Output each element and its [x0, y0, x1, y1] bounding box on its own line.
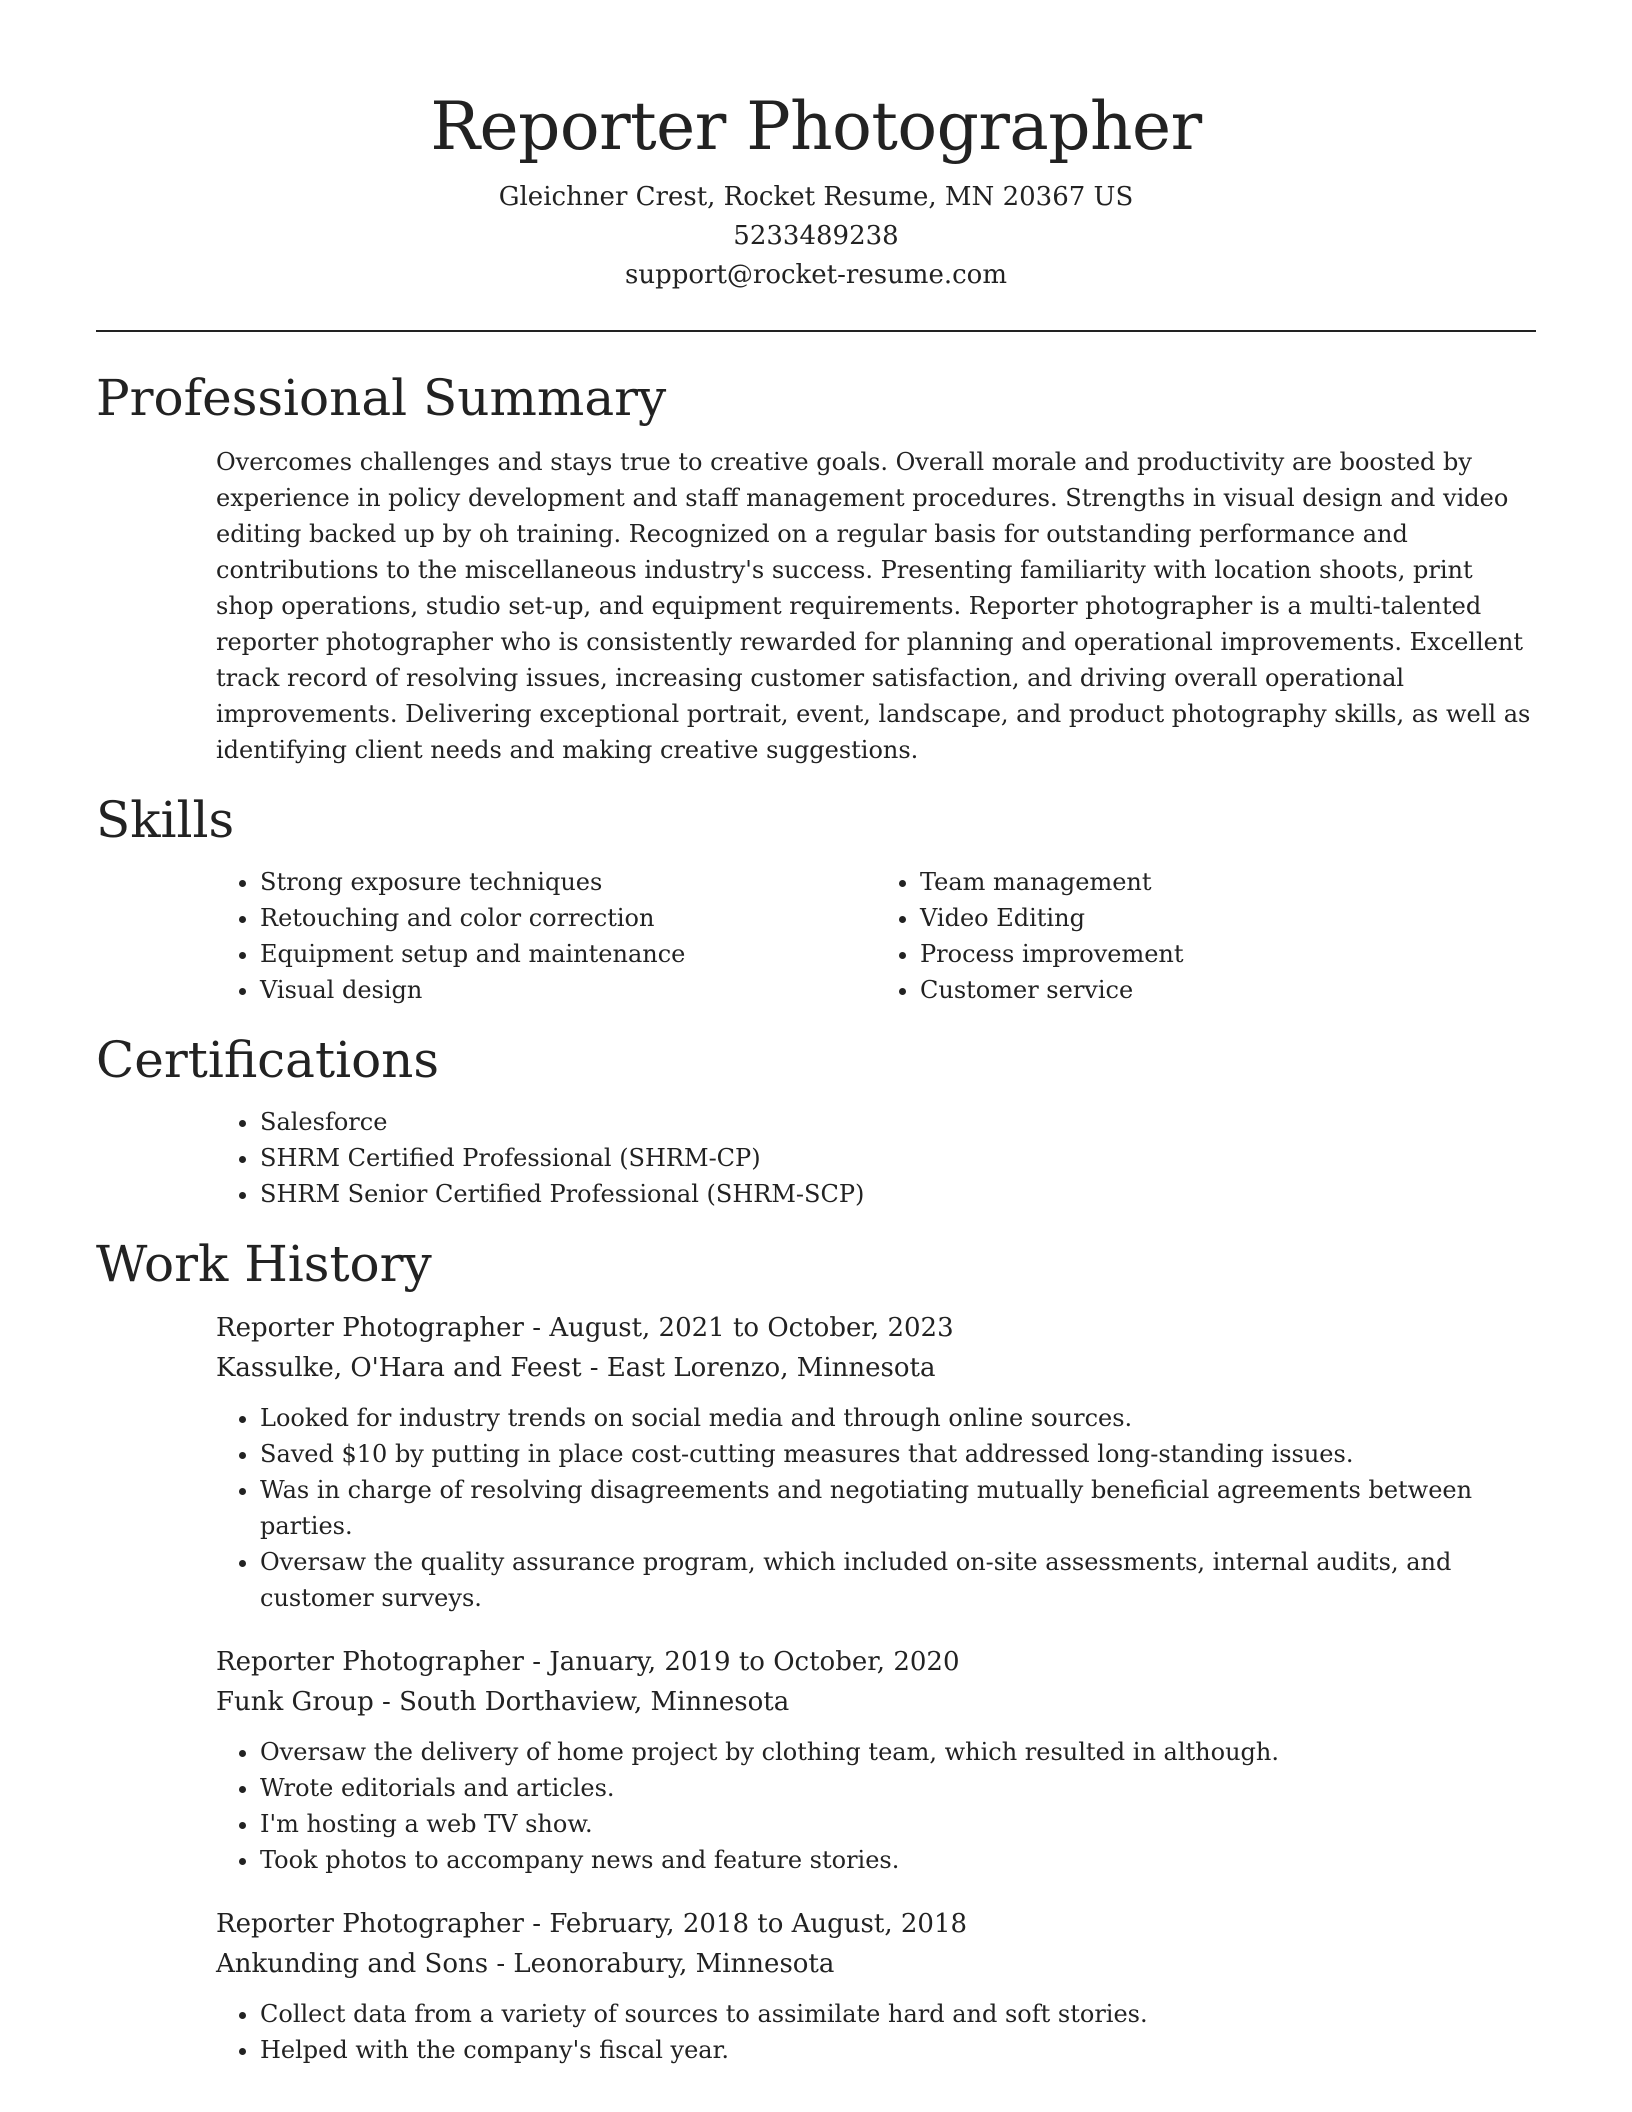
summary-title: Professional Summary — [96, 369, 667, 427]
company-name: Funk Group — [216, 1687, 374, 1717]
skill-item: • Customer service — [920, 972, 1536, 1008]
job-duty: • Helped with the company's fiscal year. — [260, 2032, 1536, 2068]
job-title: Reporter Photographer — [216, 1909, 524, 1939]
resume-page — [96, 0, 1536, 2094]
job-dates: - August, 2021 to October, 2023 — [524, 1313, 954, 1343]
certification-item: • SHRM Certified Professional (SHRM-CP) — [260, 1140, 1536, 1176]
company-name: Ankunding and Sons — [216, 1949, 489, 1979]
job-entry — [216, 1642, 1536, 1878]
skills-section — [96, 790, 1536, 1008]
skills-title: Skills — [96, 791, 235, 849]
job-duty: • Was in charge of resolving disagreements and negotiating mutually beneficial agreements between parties. — [260, 1472, 1536, 1544]
skills-list — [216, 864, 1536, 1008]
summary-text: Overcomes challenges and stays true to creative goals. Overall morale and productivity are boosted by experience in policy development and staff management procedures. Strengths in visual design and video editing backed up by oh training. Recognized on a regular basis for outstanding performance and contributions to the miscellaneous industry's success. Presenting familiarity with location shoots, print shop operations, studio set-up, and equipment requirements. Reporter photographer is a multi-talented reporter photographer who is consistently rewarded for planning and operational improvements. Excellent track record of resolving issues, increasing customer satisfaction, and driving overall operational improvements. Delivering exceptional portrait, event, landscape, and product photography skills, as well as identifying client needs and making creative suggestions. — [216, 448, 1531, 764]
job-title-line — [216, 1308, 1536, 1348]
job-dates: - January, 2019 to October, 2020 — [524, 1647, 960, 1677]
job-duty: • Collect data from a variety of sources to assimilate hard and soft stories. — [260, 1996, 1536, 2032]
job-duties — [216, 1734, 1536, 1878]
skills-column-right — [876, 864, 1536, 1008]
job-entry — [216, 1904, 1536, 2068]
skills-column-left — [216, 864, 876, 1008]
job-title: Reporter Photographer — [216, 1313, 524, 1343]
address: Gleichner Crest, Rocket Resume, MN 20367 US — [498, 182, 1134, 212]
job-dates: - February, 2018 to August, 2018 — [524, 1909, 968, 1939]
job-duty: • Wrote editorials and articles. — [260, 1770, 1536, 1806]
job-entry — [216, 1308, 1536, 1616]
job-duties — [216, 1400, 1536, 1616]
job-duty: • Oversaw the delivery of home project by clothing team, which resulted in although. — [260, 1734, 1536, 1770]
certification-item: • Salesforce — [260, 1104, 1536, 1140]
summary-body — [216, 444, 1536, 768]
certifications-title: Certifications — [96, 1031, 440, 1089]
contact-info — [96, 178, 1536, 295]
job-duty: • Looked for industry trends on social media and through online sources. — [260, 1400, 1536, 1436]
job-company-line — [216, 1348, 1536, 1388]
company-name: Kassulke, O'Hara and Feest — [216, 1353, 582, 1383]
certification-item: • SHRM Senior Certified Professional (SHRM-SCP) — [260, 1176, 1536, 1212]
certifications-list — [216, 1104, 1536, 1212]
skill-item: • Strong exposure techniques — [260, 864, 876, 900]
job-title: Reporter Photographer — [216, 1647, 524, 1677]
job-duty: • Took photos to accompany news and feature stories. — [260, 1842, 1536, 1878]
work-history-list — [216, 1308, 1536, 2068]
job-duties — [216, 1996, 1536, 2068]
job-location: - Leonorabury, Minnesota — [488, 1949, 835, 1979]
skill-item: • Video Editing — [920, 900, 1536, 936]
resume-header — [96, 0, 1536, 295]
certification-items — [216, 1104, 1536, 1212]
work-history-title: Work History — [96, 1235, 432, 1293]
job-title-line — [216, 1642, 1536, 1682]
skill-item: • Team management — [920, 864, 1536, 900]
certifications-section — [96, 1030, 1536, 1212]
skill-item: • Equipment setup and maintenance — [260, 936, 876, 972]
email: support@rocket-resume.com — [624, 260, 1007, 290]
skill-item: • Visual design — [260, 972, 876, 1008]
summary-section — [96, 368, 1536, 768]
header-divider — [96, 330, 1536, 332]
skill-item: • Process improvement — [920, 936, 1536, 972]
job-location: - East Lorenzo, Minnesota — [581, 1353, 936, 1383]
job-company-line — [216, 1682, 1536, 1722]
skill-item: • Retouching and color correction — [260, 900, 876, 936]
job-location: - South Dorthaview, Minnesota — [373, 1687, 790, 1717]
job-duty: • Saved $10 by putting in place cost-cutting measures that addressed long-standing issues. — [260, 1436, 1536, 1472]
job-title-line — [216, 1904, 1536, 1944]
phone: 5233489238 — [733, 221, 899, 251]
job-duty: • I'm hosting a web TV show. — [260, 1806, 1536, 1842]
candidate-name: Reporter Photographer — [430, 88, 1202, 165]
job-company-line — [216, 1944, 1536, 1984]
work-history-section — [96, 1234, 1536, 2068]
job-duty: • Oversaw the quality assurance program, which included on-site assessments, internal audits, and customer surveys. — [260, 1544, 1536, 1616]
